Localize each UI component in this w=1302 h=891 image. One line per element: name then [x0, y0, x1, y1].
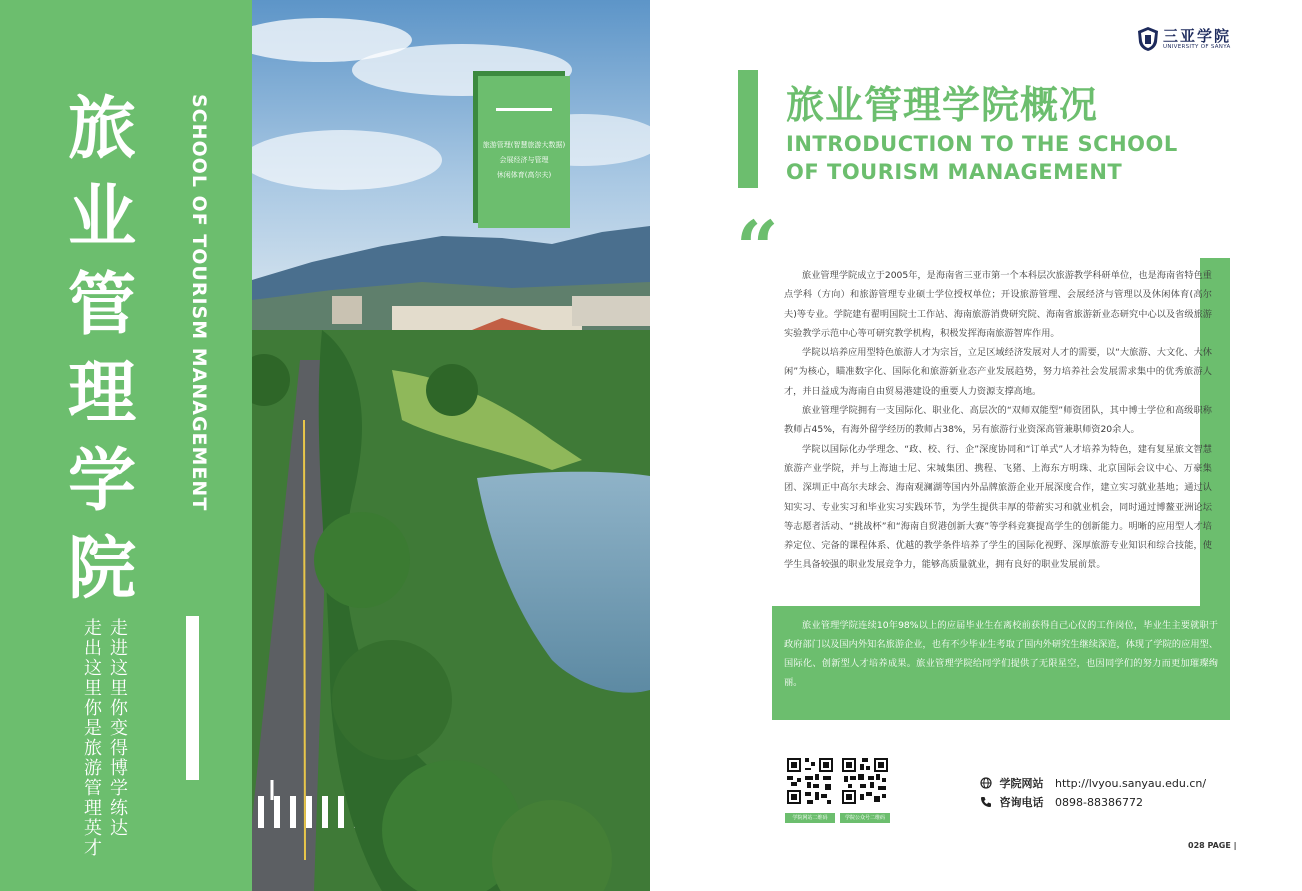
school-title-en: SCHOOL OF TOURISM MANAGEMENT: [188, 94, 210, 512]
page-number: 028 PAGE |: [1188, 841, 1237, 850]
left-title-panel: [0, 0, 252, 891]
qr-code-icon: [840, 756, 890, 806]
phone-icon: [980, 796, 992, 808]
school-title-cn: 旅业管理学院: [67, 90, 136, 609]
phone-label: 咨询电话: [999, 796, 1044, 809]
heading-accent-bar: [738, 70, 758, 188]
paragraph: 旅业管理学院成立于2005年，是海南省三亚市第一个本科层次旅游教学科研单位，也是海南省特色重点学科（方向）和旅游管理专业硕士学位授权单位；开设旅游管理、会展经济与管理以及休闲体育(高尔夫)等专业。学院建有翟明国院士工作站、海南旅游消费研究院、海南省旅游新业态研究中心以及省级旅游实验教学示范中心等可研究教学机构，积极发挥海南旅游智库作用。: [784, 270, 1212, 339]
major-item: 休闲体育(高尔夫): [496, 171, 552, 179]
majors-divider: [496, 108, 552, 111]
slogan-line-2: 走出这里你是旅游管理英才: [81, 618, 102, 858]
quote-icon: “: [736, 206, 779, 292]
page-title: 旅业管理学院概况: [786, 83, 1099, 127]
qr-caption: 学院公众号二维码: [840, 813, 890, 823]
qr-website[interactable]: [785, 756, 835, 823]
majors-list: [478, 138, 570, 183]
major-item: 会展经济与管理: [499, 156, 549, 164]
contact-website: [980, 775, 1206, 791]
campus-photo: [252, 0, 650, 891]
highlight-text: 旅业管理学院连续10年98%以上的应届毕业生在离校前获得自己心仪的工作岗位，毕业生主要就职于政府部门以及国内外知名旅游企业，也有不少毕业生考取了国内外研究生继续深造，体现了学院的应用型、国际化、创新型人才培养成果。旅业管理学院给同学们提供了无限星空，也因同学们的努力而更加璀璨绚丽。: [784, 620, 1218, 688]
employment-highlight: [772, 606, 1230, 720]
qr-code-icon: [785, 756, 835, 806]
website-label: 学院网站: [999, 777, 1044, 790]
major-item: 旅游管理(智慧旅游大数据): [482, 141, 566, 149]
paragraph: 旅业管理学院拥有一支国际化、职业化、高层次的“双师双能型”师资团队，其中博士学位和高级职称教师占45%，有海外留学经历的教师占38%，另有旅游行业资深高管兼职师资20余人。: [784, 405, 1212, 436]
logo-text-cn: 三亚学院: [1163, 27, 1232, 45]
page-subtitle-en: INTRODUCTION TO THE SCHOOL OF TOURISM MANAGEMENT: [786, 132, 1178, 184]
decorative-bar: [186, 616, 199, 780]
university-logo: [1137, 24, 1237, 54]
paragraph: 学院以国际化办学理念、“政、校、行、企”深度协同和“订单式”人才培养为特色，建有复星旅文智慧旅游产业学院，并与上海迪士尼、宋城集团、携程、飞猪、上海东方明珠、北京国际会议中心、万豪集团、深圳正中高尔夫球会、海南观澜湖等国内外品牌旅游企业开展深度合作，建立实习就业基地；通过认知实习、专业实习和毕业实习实践环节，为学生提供丰厚的带薪实习和就业机会，同时通过博鳌亚洲论坛等志愿者活动、“挑战杯”和“海南自贸港创新大赛”等学科竞赛提高学生的创新能力。明晰的应用型人才培养定位、完备的课程体系、优越的教学条件培养了学生的国际化视野、深厚旅游专业知识和综合技能，使学生具备较强的职业发展竞争力，能够高质量就业，拥有良好的职业发展前景。: [784, 443, 1212, 571]
paragraph: 学院以培养应用型特色旅游人才为宗旨，立足区域经济发展对人才的需要，以“大旅游、大文化、大休闲”为核心，瞄准数字化、国际化和旅游新业态产业发展趋势，努力培养社会发展需求集中的优秀旅游人才，并日益成为海南自由贸易港建设的重要人力资源支撑高地。: [784, 347, 1212, 397]
majors-card: [478, 76, 570, 228]
phone-number[interactable]: 0898-88386772: [1055, 796, 1143, 809]
qr-caption: 学院网站二维码: [785, 813, 835, 823]
globe-icon: [980, 777, 992, 789]
slogan-line-1: 走进这里你变得博学练达: [107, 618, 128, 838]
qr-wechat[interactable]: [840, 756, 890, 823]
logo-text-en: UNIVERSITY OF SANYA: [1163, 44, 1231, 50]
contact-phone: [980, 794, 1143, 810]
intro-text: [784, 266, 1212, 575]
website-link[interactable]: http://lvyou.sanyau.edu.cn/: [1055, 777, 1207, 790]
university-crest-icon: [1137, 26, 1159, 52]
